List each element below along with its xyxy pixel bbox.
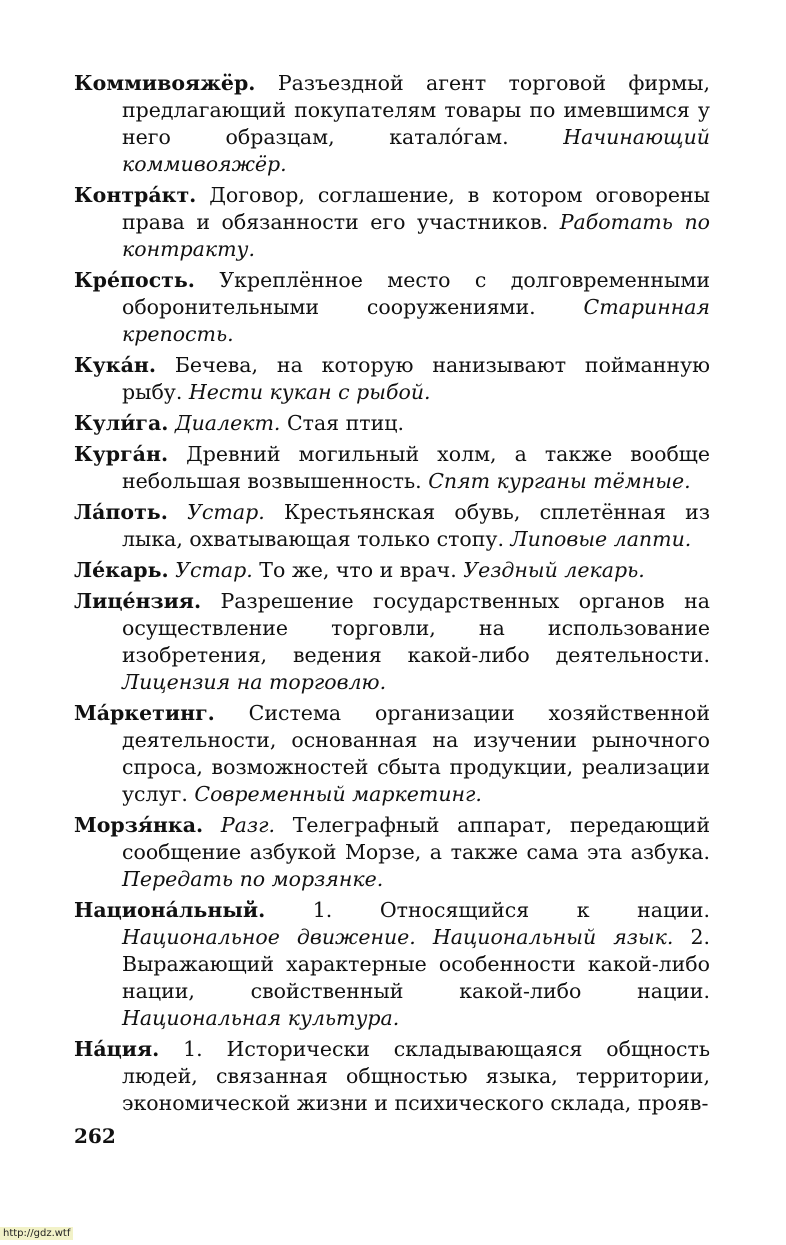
usage-note: Диалект. [168, 411, 281, 435]
headword: Лице́нзия. [74, 589, 202, 613]
definition-2: 2. Выражающий характерные особенности какой-либо нации, свойственный какой-либо нации. [122, 925, 711, 1003]
entry-kuliga [74, 410, 710, 437]
entry-krepost [74, 267, 710, 348]
headword: Морзя́нка. [74, 813, 204, 837]
example: Работать по контракту. [122, 210, 710, 261]
entry-litsenziya [74, 588, 710, 696]
headword: Кули́га. [74, 411, 169, 435]
headword: Коммивояжёр. [74, 71, 256, 95]
headword: Курга́н. [74, 442, 169, 466]
entry-kukan [74, 352, 710, 406]
example: Старинная крепость. [122, 295, 710, 346]
usage-note: Устар. [168, 558, 253, 582]
entry-marketing [74, 700, 710, 808]
definition: Укреплённое место с долговременными оборонительными сооружениями. [122, 268, 710, 319]
headword: Ла́поть. [74, 500, 168, 524]
definition: Бечева, на которую нанизывают пойманную рыбу. [122, 353, 710, 404]
headword: Кре́пость. [74, 268, 195, 292]
headword: Ма́ркетинг. [74, 701, 215, 725]
example: Передать по морзянке. [122, 867, 384, 891]
usage-note: Разг. [203, 813, 275, 837]
entry-kommivoyazher [74, 70, 710, 178]
usage-note: Устар. [167, 500, 265, 524]
entry-natsionalny [74, 897, 710, 1032]
example: Лицензия на торговлю. [122, 670, 387, 694]
example: Спят курганы тёмные. [428, 469, 691, 493]
definition: Система организации хозяйственной деятельности, основанная на изучении рыночного спроса, возможностей сбыта продукции, реализации услуг. [122, 701, 710, 806]
watermark-link[interactable]: http://gdz.wtf [0, 1227, 73, 1240]
definition: 1. Относящийся к нации. [265, 898, 710, 922]
entry-lapot [74, 499, 710, 553]
definition: Крестьянская обувь, сплетённая из лыка, охватывающая только стопу. [122, 500, 710, 551]
headword: Ле́карь. [74, 558, 169, 582]
definition: Разъездной агент торговой фирмы, предлагающий покупателям товары по имевшимся у него образцам, катало́гам. [122, 71, 710, 149]
entry-lekar [74, 557, 710, 584]
example: Современный маркетинг. [194, 782, 482, 806]
definition: Телеграфный аппарат, передающий сообщение азбукой Морзе, а также сама эта азбука. [122, 813, 710, 864]
dictionary-page [74, 70, 710, 1121]
example: Национальное движение. Национальный язык. [122, 925, 674, 949]
example: Начинающий коммивояжёр. [122, 125, 710, 176]
definition: 1. Исторически складывающаяся общность людей, связанная общностью языка, территории, экономической жизни и психического склада, прояв- [122, 1037, 710, 1115]
entry-natsiya [74, 1036, 710, 1117]
example: Уездный лекарь. [463, 558, 645, 582]
definition: Договор, соглашение, в котором оговорены права и обязанности его участников. [122, 183, 710, 234]
headword: Контра́кт. [74, 183, 197, 207]
example: Нести кукан с рыбой. [188, 380, 431, 404]
headword: Кука́н. [74, 353, 156, 377]
headword: На́ция. [74, 1037, 160, 1061]
example-2: Национальная культура. [122, 1006, 400, 1030]
definition: Разрешение государственных органов на осуществление торговли, на использование изобретения, ведения какой-либо деятельности. [122, 589, 710, 667]
definition: То же, что и врач. [252, 558, 464, 582]
definition: Стая птиц. [280, 411, 405, 435]
page-number: 262 [74, 1124, 116, 1148]
entry-morzyanka [74, 812, 710, 893]
entry-kontrakt [74, 182, 710, 263]
definition: Древний могильный холм, а также вообще небольшая возвышенность. [122, 442, 710, 493]
example: Липовые лапти. [510, 527, 692, 551]
headword: Национа́льный. [74, 898, 266, 922]
entry-kurgan [74, 441, 710, 495]
